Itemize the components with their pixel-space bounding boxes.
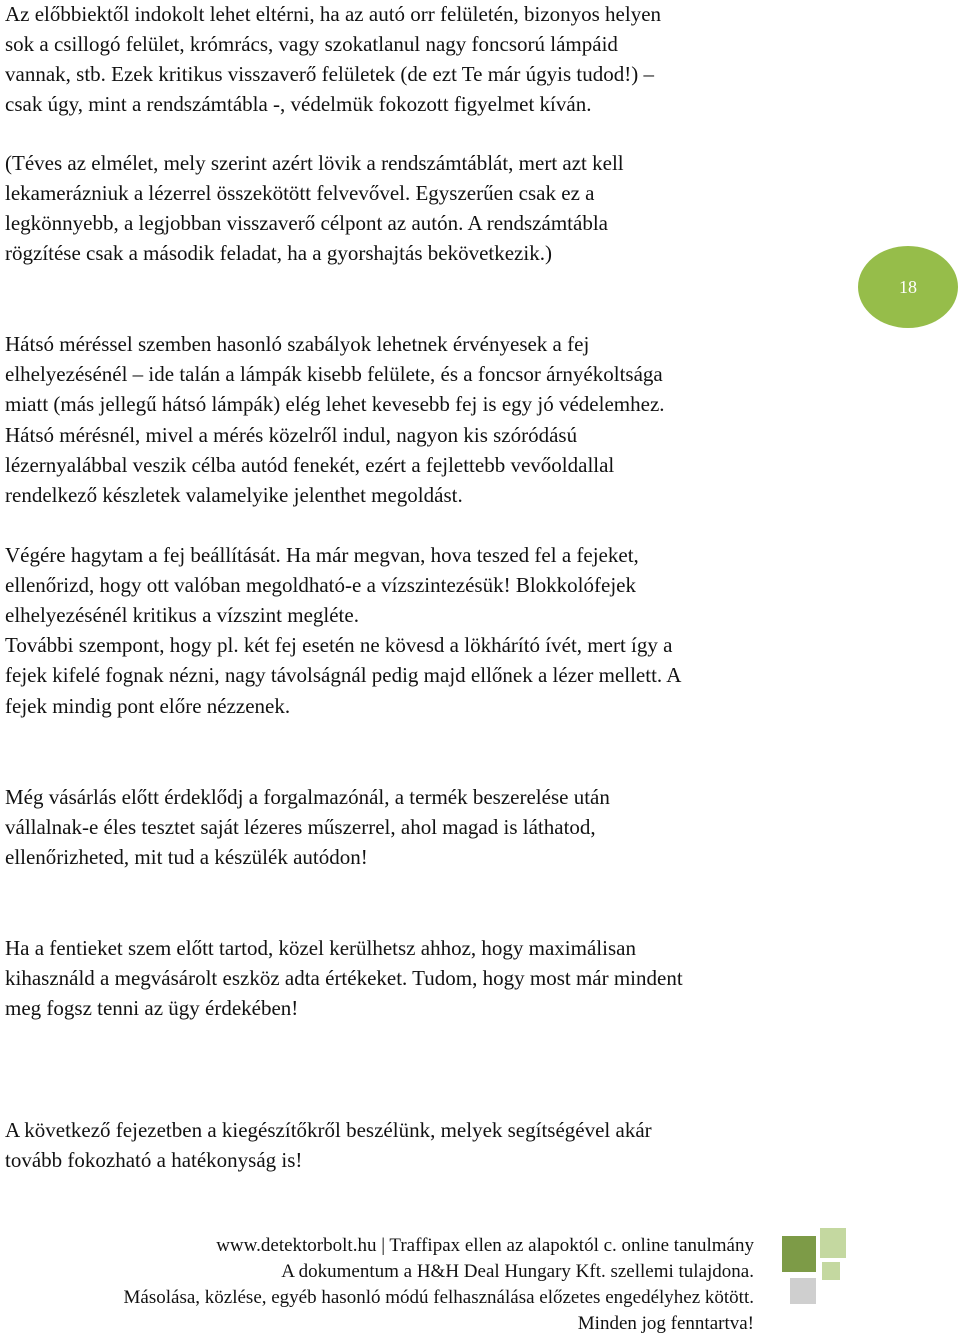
paragraph-5-line-3: ellenőrizheted, mit tud a készülék autódon! [5, 845, 368, 869]
company-logo [782, 1228, 856, 1334]
paragraph-1-line-3: vannak, stb. Ezek kritikus visszaverő felületek (de ezt Te már úgyis tudod!) – [5, 62, 654, 86]
footer-line-2: A dokumentum a H&H Deal Hungary Kft. szellemi tulajdona. [281, 1261, 754, 1282]
logo-square-dark [782, 1236, 816, 1272]
logo-square-light [820, 1228, 846, 1258]
paragraph-4-line-4: További szempont, hogy pl. két fej esetén ne kövesd a lökhárító ívét, mert így a [5, 633, 673, 657]
paragraph-2-line-3: legkönnyebb, a legjobban visszaverő célpont az autón. A rendszámtábla [5, 211, 608, 235]
paragraph-4-line-5: fejek kifelé fognak nézni, nagy távolságnál pedig majd ellőnek a lézer mellett. A [5, 663, 682, 687]
paragraph-4-line-1: Végére hagytam a fej beállítását. Ha már megvan, hova teszed fel a fejeket, [5, 543, 639, 567]
paragraph-7-line-2: tovább fokozható a hatékonyság is! [5, 1148, 303, 1172]
logo-square-gray [790, 1278, 816, 1304]
paragraph-4-line-6: fejek mindig pont előre nézzenek. [5, 694, 291, 718]
paragraph-6-line-3: meg fogsz tenni az ügy érdekében! [5, 996, 299, 1020]
page-number: 18 [899, 276, 917, 297]
footer-line-4: Minden jog fenntartva! [577, 1313, 754, 1334]
paragraph-6-line-2: kihasználd a megvásárolt eszköz adta értékeket. Tudom, hogy most már mindent [5, 966, 683, 990]
paragraph-3-line-3: miatt (más jellegű hátsó lámpák) elég lehet kevesebb fej is egy jó védelemhez. [5, 392, 665, 416]
page-number-badge [858, 246, 958, 328]
paragraph-4-line-2: ellenőrizd, hogy ott valóban megoldható-e a vízszintezésük! Blokkolófejek [5, 573, 636, 597]
paragraph-3-line-1: Hátsó méréssel szemben hasonló szabályok lehetnek érvényesek a fej [5, 332, 590, 356]
paragraph-4-line-3: elhelyezésénél kritikus a vízszint megléte. [5, 603, 359, 627]
paragraph-2-line-1: (Téves az elmélet, mely szerint azért lövik a rendszámtáblát, mert azt kell [5, 151, 624, 175]
paragraph-5-line-1: Még vásárlás előtt érdeklődj a forgalmazónál, a termék beszerelése után [5, 785, 610, 809]
paragraph-3-line-4: Hátsó mérésnél, mivel a mérés közelről indul, nagyon kis szóródású [5, 423, 578, 447]
paragraph-3-line-5: lézernyalábbal veszik célba autód fenekét, ezért a fejlettebb vevőoldallal [5, 453, 615, 477]
paragraph-1-line-1: Az előbbiektől indokolt lehet eltérni, ha az autó orr felületén, bizonyos helyen [5, 2, 662, 26]
paragraph-2-line-2: lekamerázniuk a lézerrel összekötött felvevővel. Egyszerűen csak ez a [5, 181, 595, 205]
footer-line-1: www.detektorbolt.hu | Traffipax ellen az alapoktól c. online tanulmány [216, 1235, 754, 1256]
paragraph-1-line-4: csak úgy, mint a rendszámtábla -, védelmük fokozott figyelmet kíván. [5, 92, 592, 116]
logo-square-light-small [822, 1262, 840, 1280]
paragraph-1-line-2: sok a csillogó felület, krómrács, vagy szokatlanul nagy foncsorú lámpáid [5, 32, 618, 56]
paragraph-3-line-6: rendelkező készletek valamelyike jelenthet megoldást. [5, 483, 463, 507]
footer-line-3: Másolása, közlése, egyéb hasonló módú felhasználása előzetes engedélyhez kötött. [123, 1287, 754, 1308]
paragraph-7-line-1: A következő fejezetben a kiegészítőkről beszélünk, melyek segítségével akár [5, 1118, 652, 1142]
paragraph-2-line-4: rögzítése csak a második feladat, ha a gyorshajtás bekövetkezik.) [5, 241, 552, 265]
paragraph-5-line-2: vállalnak-e éles tesztet saját lézeres műszerrel, ahol magad is láthatod, [5, 815, 596, 839]
paragraph-6-line-1: Ha a fentieket szem előtt tartod, közel kerülhetsz ahhoz, hogy maximálisan [5, 936, 636, 960]
paragraph-3-line-2: elhelyezésénél – ide talán a lámpák kisebb felülete, és a foncsor árnyékoltsága [5, 362, 663, 386]
